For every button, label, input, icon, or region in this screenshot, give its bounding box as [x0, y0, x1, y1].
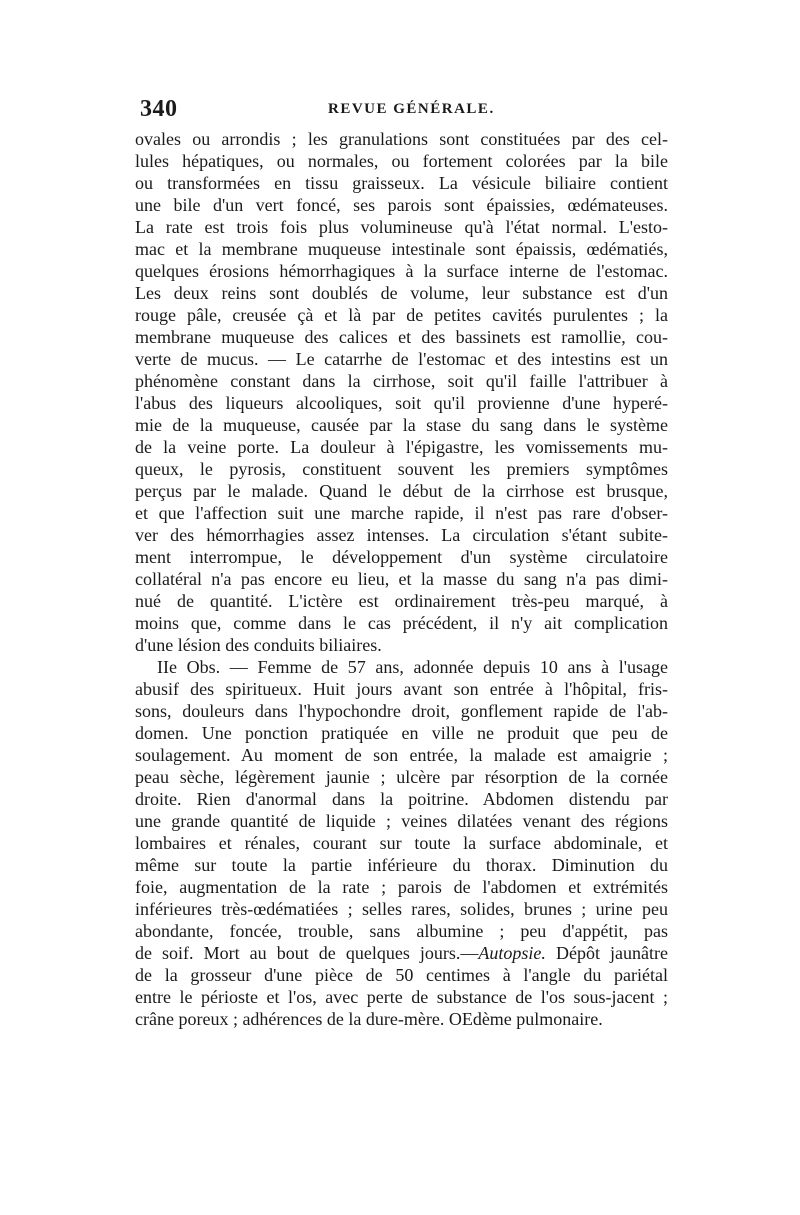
text-line: entre le périoste et l'os, avec perte de substance de l'os sous-jacent ;: [135, 987, 668, 1007]
text-line: La rate est trois fois plus volumineuse qu'à l'état normal. L'esto-: [135, 217, 668, 237]
text-line: droite. Rien d'anormal dans la poitrine. Abdomen distendu par: [135, 789, 668, 809]
text-line: nué de quantité. L'ictère est ordinairement très-peu marqué, à: [135, 591, 668, 611]
text-line: ver des hémorrhagies assez intenses. La circulation s'étant subite-: [135, 525, 668, 545]
paragraph-end-line: d'une lésion des conduits biliaires.: [135, 635, 382, 655]
text-line: queux, le pyrosis, constituent souvent les premiers symptômes: [135, 459, 668, 479]
text-line: verte de mucus. — Le catarrhe de l'estomac et des intestins est un: [135, 349, 668, 369]
text-line: l'abus des liqueurs alcooliques, soit qu'il provienne d'une hyperé-: [135, 393, 668, 413]
em-dash: —: [460, 943, 479, 963]
text-line: rouge pâle, creusée çà et là par de petites cavités purulentes ; la: [135, 305, 668, 325]
autopsy-line: [135, 942, 668, 964]
text-line: moins que, comme dans le cas précédent, il n'y ait complication: [135, 613, 668, 633]
text-line: sons, douleurs dans l'hypochondre droit, gonflement rapide de l'ab-: [135, 701, 668, 721]
text-line: une grande quantité de liquide ; veines dilatées venant des régions: [135, 811, 668, 831]
body-text: [135, 128, 668, 1030]
text-line: Les deux reins sont doublés de volume, leur substance est d'un: [135, 283, 668, 303]
text-line: abondante, foncée, trouble, sans albumine ; peu d'appétit, pas: [135, 921, 668, 941]
text-line: ou transformées en tissu graisseux. La vésicule biliaire contient: [135, 173, 668, 193]
text-line: soulagement. Au moment de son entrée, la malade est amaigrie ;: [135, 745, 668, 765]
text-line: lules hépatiques, ou normales, ou fortement colorées par la bile: [135, 151, 668, 171]
text-line: membrane muqueuse des calices et des bassinets est ramollie, cou-: [135, 327, 668, 347]
text-line: inférieures très-œdématiées ; selles rares, solides, brunes ; urine peu: [135, 899, 668, 919]
text-segment: Dépôt jaunâtre: [556, 943, 668, 963]
text-line: et que l'affection suit une marche rapide, il n'est pas rare d'obser-: [135, 503, 668, 523]
text-line: domen. Une ponction pratiquée en ville ne produit que peu de: [135, 723, 668, 743]
text-line: de la grosseur d'une pièce de 50 centimes à l'angle du pariétal: [135, 965, 668, 985]
text-line: mie de la muqueuse, causée par la stase du sang dans le système: [135, 415, 668, 435]
page-header: [140, 96, 670, 126]
text-line: ovales ou arrondis ; les granulations sont constituées par des cel-: [135, 129, 668, 149]
text-line: une bile d'un vert foncé, ses parois sont épaissies, œdémateuses.: [135, 195, 668, 215]
text-line: peau sèche, légèrement jaunie ; ulcère par résorption de la cornée: [135, 767, 668, 787]
text-segment: de soif. Mort au bout de quelques jours.: [135, 943, 461, 963]
text-line: phénomène constant dans la cirrhose, soit qu'il faille l'attribuer à: [135, 371, 668, 391]
text-line: abusif des spiritueux. Huit jours avant son entrée à l'hôpital, fris-: [135, 679, 668, 699]
text-line: crâne poreux ; adhérences de la dure-mère. OEdème pulmonaire.: [135, 1009, 603, 1029]
text-line: lombaires et rénales, courant sur toute la surface abdominale, et: [135, 833, 668, 853]
text-line: ment interrompue, le développement d'un système circulatoire: [135, 547, 668, 567]
page-number: 340: [140, 96, 178, 122]
text-line: collatéral n'a pas encore eu lieu, et la masse du sang n'a pas dimi-: [135, 569, 668, 589]
running-title: REVUE GÉNÉRALE.: [328, 101, 495, 117]
text-line: même sur toute la partie inférieure du thorax. Diminution du: [135, 855, 668, 875]
text-line: mac et la membrane muqueuse intestinale sont épaissis, œdématiés,: [135, 239, 668, 259]
text-line: quelques érosions hémorrhagiques à la surface interne de l'estomac.: [135, 261, 668, 281]
observation-heading-line: IIe Obs. — Femme de 57 ans, adonnée depuis 10 ans à l'usage: [157, 657, 668, 677]
text-line: foie, augmentation de la rate ; parois de l'abdomen et extrémités: [135, 877, 668, 897]
autopsy-label: Autopsie.: [478, 943, 546, 963]
text-line: de la veine porte. La douleur à l'épigastre, les vomissements mu-: [135, 437, 668, 457]
text-line: perçus par le malade. Quand le début de la cirrhose est brusque,: [135, 481, 668, 501]
